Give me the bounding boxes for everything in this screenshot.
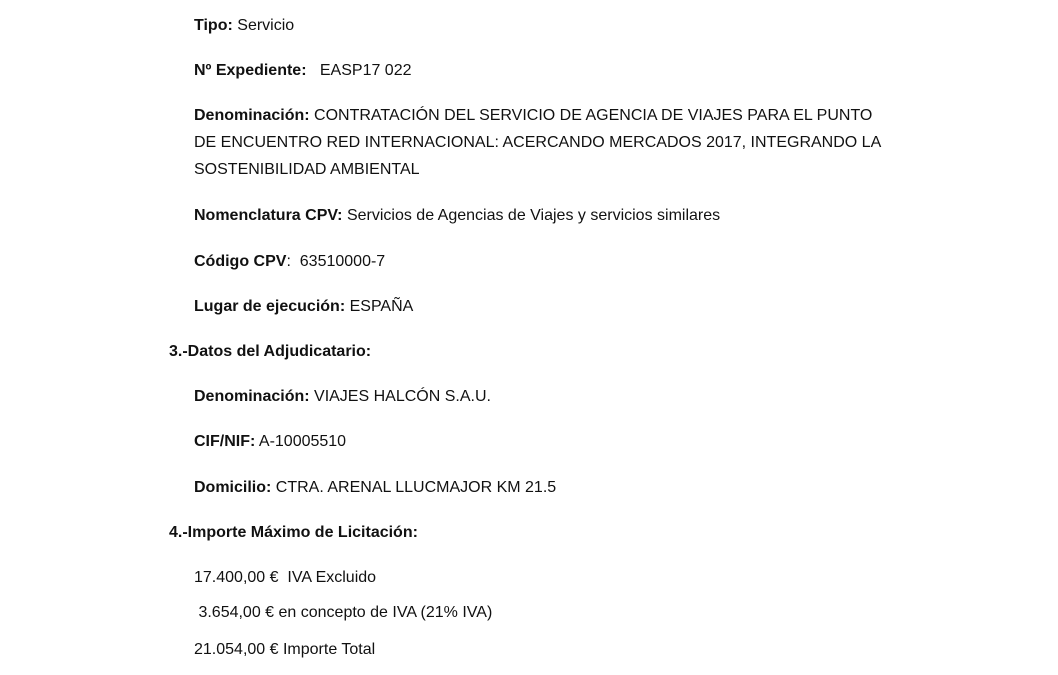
domicilio-row bbox=[194, 478, 556, 498]
denominacion-contrato-paragraph bbox=[194, 102, 914, 183]
importe-sin-iva: 17.400,00 € IVA Excluido bbox=[194, 569, 377, 586]
expediente-label: Nº Expediente: bbox=[194, 62, 307, 79]
denominacion-contrato-line-3: SOSTENIBILIDAD AMBIENTAL bbox=[194, 161, 420, 178]
denominacion-contrato-label: Denominación: bbox=[194, 107, 310, 124]
section-3-heading: 3.-Datos del Adjudicatario: bbox=[169, 343, 372, 360]
cif-row bbox=[194, 432, 346, 452]
importe-iva: 3.654,00 € en concepto de IVA (21% IVA) bbox=[194, 604, 493, 621]
denominacion-contrato-line-2: DE ENCUENTRO RED INTERNACIONAL: ACERCANDO MERCADOS 2017, INTEGRANDO LA bbox=[194, 134, 882, 151]
codigo-cpv-value: 63510000-7 bbox=[299, 253, 386, 270]
nomenclatura-cpv-label: Nomenclatura CPV: bbox=[194, 207, 343, 224]
codigo-cpv-separator: : bbox=[286, 253, 291, 270]
codigo-cpv-label: Código CPV bbox=[194, 253, 287, 270]
lugar-ejecucion-value: ESPAÑA bbox=[349, 298, 414, 315]
domicilio-value: CTRA. ARENAL LLUCMAJOR KM 21.5 bbox=[275, 479, 557, 496]
tipo-label: Tipo: bbox=[194, 17, 233, 34]
expediente-row bbox=[194, 61, 412, 81]
expediente-value: EASP17 022 bbox=[319, 62, 412, 79]
domicilio-label: Domicilio: bbox=[194, 479, 272, 496]
tipo-value: Servicio bbox=[237, 17, 295, 34]
tipo-row bbox=[194, 16, 294, 36]
codigo-cpv-row bbox=[194, 252, 385, 272]
cif-value: A-10005510 bbox=[258, 433, 347, 450]
section-4-heading: 4.-Importe Máximo de Licitación: bbox=[169, 524, 418, 541]
lugar-ejecucion-label: Lugar de ejecución: bbox=[194, 298, 346, 315]
adjudicatario-denominacion-label: Denominación: bbox=[194, 388, 310, 405]
nomenclatura-cpv-row bbox=[194, 206, 720, 226]
importe-total: 21.054,00 € Importe Total bbox=[194, 641, 376, 658]
denominacion-contrato-line-1 bbox=[194, 102, 914, 129]
nomenclatura-cpv-value: Servicios de Agencias de Viajes y servicios similares bbox=[346, 207, 721, 224]
adjudicatario-denominacion-value: VIAJES HALCÓN S.A.U. bbox=[314, 388, 491, 405]
cif-label: CIF/NIF: bbox=[194, 433, 256, 450]
denominacion-contrato-text-1: CONTRATACIÓN DEL SERVICIO DE AGENCIA DE VIAJES PARA EL PUNTO bbox=[314, 107, 873, 124]
lugar-ejecucion-row bbox=[194, 297, 413, 317]
adjudicatario-denominacion-row bbox=[194, 387, 491, 407]
